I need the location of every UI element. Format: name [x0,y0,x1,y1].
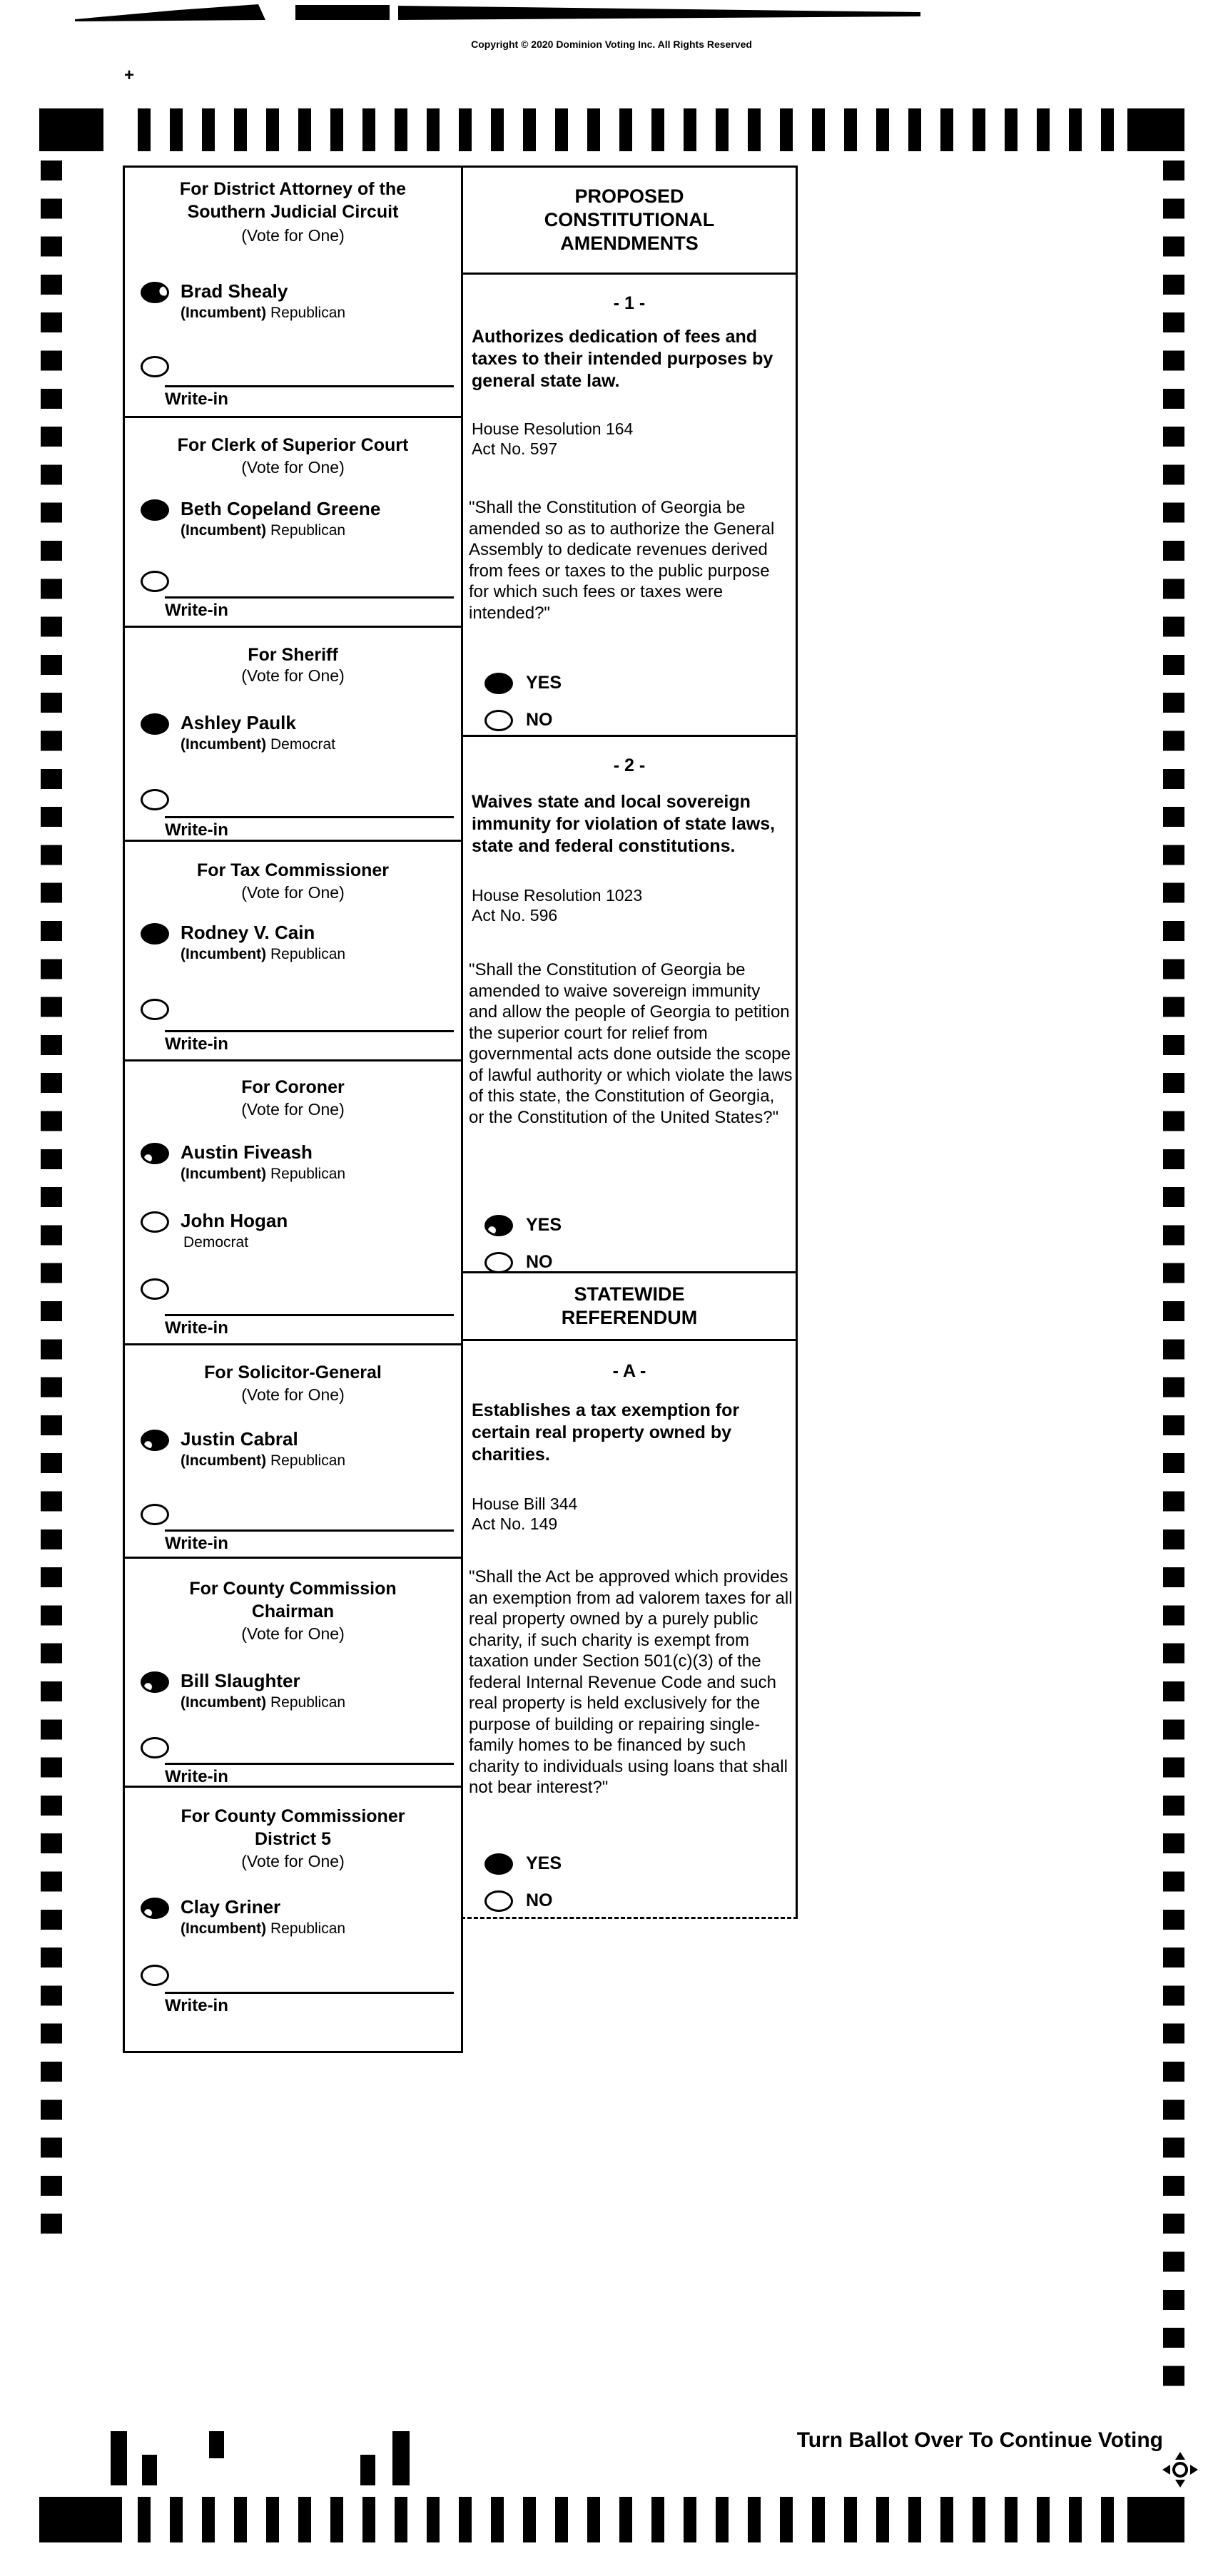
measure-authority: House Bill 344 Act No. 149 [472,1495,578,1533]
candidate-name: Bill Slaughter [181,1670,300,1691]
candidate-name: Ashley Paulk [181,712,296,733]
write-in-area[interactable]: Write-in [165,1030,454,1054]
vote-bubble-filled[interactable] [141,713,169,735]
write-in-area[interactable]: Write-in [165,1314,454,1338]
race-section-solicitor-general [125,1345,461,1559]
candidate-name: Beth Copeland Greene [181,498,381,519]
race-section-sheriff [125,628,461,842]
candidate-name: Clay Griner [181,1896,281,1918]
vote-bubble-empty[interactable] [484,1252,513,1273]
vote-bubble-empty[interactable] [141,1278,169,1300]
vote-bubble-filled[interactable] [141,1143,169,1164]
timing-block-icon [1127,108,1184,151]
race-section-clerk-superior-court [125,418,461,628]
candidate-party: (Incumbent) Republican [181,1452,346,1469]
measure-question: "Shall the Constitution of Georgia be amended to waive sovereign immunity and allow the people of Georgia to petition the superior court for relief from governmental acts done outside the scope of lawful authority or which violate the laws of this state, the Constitution of Georgia, or the Constitution of the United States?" [469,960,793,1127]
office-title: For County Commission Chairman [189,1579,397,1622]
measure-summary: Authorizes dedication of fees and taxes to their intended purposes by general state law. [472,327,773,391]
write-in-area[interactable]: Write-in [165,1529,454,1554]
candidate-name: Brad Shealy [181,280,288,302]
timing-strip-top [39,108,1184,151]
no-option [484,1889,553,1912]
no-label: NO [526,709,553,730]
write-in-area[interactable]: Write-in [165,596,454,621]
referendum-header: STATEWIDE REFERENDUM [463,1273,796,1341]
vote-instruction: (Vote for One) [241,458,345,477]
yes-label: YES [526,672,562,693]
race-section-district-attorney [125,168,461,418]
vote-instruction: (Vote for One) [241,883,345,902]
vote-instruction: (Vote for One) [241,1624,345,1643]
vote-instruction: (Vote for One) [241,1100,345,1119]
vote-bubble-filled[interactable] [141,1898,169,1919]
registration-crosshair-icon [1162,2451,1199,2488]
candidate-party: (Incumbent) Republican [181,1920,346,1937]
office-title: For County Commissioner District 5 [181,1806,405,1849]
candidate-party: (Incumbent) Republican [181,1694,346,1711]
barcode-bar [111,2431,127,2485]
race-section-tax-commissioner [125,842,461,1062]
timing-strip-bottom [39,2497,1184,2542]
barcode-bar [209,2431,224,2458]
measure-number: - 1 - [613,293,646,313]
candidate-party: Democrat [183,1234,249,1251]
copyright-text: Copyright © 2020 Dominion Voting Inc. All Rights Reserved [471,39,752,50]
barcode-bar [360,2455,375,2485]
candidate-name: Austin Fiveash [181,1141,313,1163]
measure-summary: Waives state and local sovereign immunity for violation of state laws, state and federal constitutions. [472,792,776,856]
measure-section-amendment-2 [463,737,796,1273]
vote-bubble-filled[interactable] [141,923,169,945]
race-section-commission-chairman [125,1559,461,1788]
measure-question: "Shall the Constitution of Georgia be amended so as to authorize the General Assembly to dedicate revenues derived from fees or taxes to the public purpose for which such fees or taxes were intended?" [469,498,775,623]
vote-bubble-filled[interactable] [141,499,169,521]
race-section-coroner [125,1062,461,1345]
timing-block-icon [39,2497,122,2542]
vote-bubble-filled[interactable] [484,673,513,694]
timing-column-left [41,161,62,2234]
vote-instruction: (Vote for One) [241,1852,345,1870]
vote-bubble-empty[interactable] [141,1504,169,1525]
vote-instruction: (Vote for One) [241,666,345,685]
candidate-option [141,922,345,963]
turn-ballot-over-text: Turn Ballot Over To Continue Voting [796,2428,1163,2452]
candidate-option [141,1896,345,1938]
vote-bubble-filled[interactable] [141,282,169,303]
candidate-name: Rodney V. Cain [181,922,315,943]
write-in-area[interactable]: Write-in [165,1763,454,1787]
timing-block-icon [39,108,103,151]
yes-option [484,1213,562,1236]
yes-label: YES [526,1853,562,1873]
registration-plus-mark: + [124,66,135,85]
vote-bubble-empty[interactable] [141,1211,169,1233]
vote-bubble-empty[interactable] [141,1737,169,1758]
vote-instruction: (Vote for One) [241,1385,345,1404]
no-label: NO [526,1251,553,1272]
barcode-bar [142,2455,157,2485]
office-title: For Tax Commissioner [196,860,390,880]
measure-section-referendum-a [463,1341,796,1919]
yes-label: YES [526,1214,562,1235]
vote-bubble-filled[interactable] [141,1671,169,1693]
candidate-party: (Incumbent) Republican [181,522,346,539]
candidate-party: (Incumbent) Republican [181,1166,346,1182]
candidate-option [141,498,380,539]
vote-bubble-filled[interactable] [141,1430,169,1451]
candidate-option [141,1210,288,1251]
measure-number: - 2 - [613,755,646,775]
vote-instruction: (Vote for One) [241,226,345,245]
vote-bubble-filled[interactable] [484,1215,513,1236]
measure-section-amendment-1 [463,275,796,737]
candidate-name: Justin Cabral [181,1428,298,1450]
office-title: For District Attorney of the Southern Judicial Circuit [179,179,407,222]
office-title: For Sheriff [248,645,338,665]
candidate-option [141,1141,345,1183]
races-column [123,166,463,2053]
no-option [484,1251,553,1273]
no-label: NO [526,1890,553,1910]
scan-artifact [0,0,999,29]
write-in-area[interactable]: Write-in [165,385,454,409]
vote-bubble-empty[interactable] [484,710,513,731]
timing-bars-icon [138,2497,1116,2542]
timing-bars-icon [138,108,1116,151]
vote-bubble-empty[interactable] [141,999,169,1020]
no-option [484,708,553,731]
sheet-number: 16 [392,2435,404,2448]
office-title: For Clerk of Superior Court [177,435,409,455]
measure-summary: Establishes a tax exemption for certain real property owned by charities. [472,1400,740,1465]
timing-column-right [1163,161,1184,2386]
amendments-header: PROPOSED CONSTITUTIONAL AMENDMENTS [463,168,796,275]
measure-authority: House Resolution 1023 Act No. 596 [472,886,643,925]
timing-block-icon [1127,2497,1184,2542]
vote-bubble-empty[interactable] [484,1890,513,1912]
yes-option [484,671,562,694]
candidate-party: (Incumbent) Republican [181,946,346,962]
candidate-option [141,712,335,753]
measure-question: "Shall the Act be approved which provides an exemption from ad valorem taxes for all real property owned by a purely public charity, if such charity is exempt from taxation under Section 501(c)(3) of the federal Internal Revenue Code and such real property is held exclusively for the purpose of building or repairing single-family homes to be financed by such charity to individuals using loans that shall not bear interest?" [469,1567,793,1797]
candidate-option [141,1670,345,1711]
candidate-party: (Incumbent) Republican [181,305,346,321]
vote-bubble-empty[interactable] [141,789,169,810]
vote-bubble-filled[interactable] [484,1853,513,1875]
vote-bubble-empty[interactable] [141,1965,169,1986]
vote-bubble-empty[interactable] [141,571,169,592]
measure-authority: House Resolution 164 Act No. 597 [472,419,634,458]
vote-bubble-empty[interactable] [141,356,169,377]
candidate-party: (Incumbent) Democrat [181,736,336,753]
race-section-commissioner-district-5 [125,1788,461,2051]
measures-column [461,166,798,1919]
office-title: For Solicitor-General [204,1363,382,1383]
yes-option [484,1852,562,1875]
candidate-option [141,1428,345,1470]
candidate-name: John Hogan [181,1210,288,1231]
measure-number: - A - [612,1361,646,1381]
office-title: For Coroner [241,1077,345,1097]
write-in-area[interactable]: Write-in [165,816,454,840]
write-in-area[interactable]: Write-in [165,1992,454,2016]
candidate-option [141,280,345,322]
